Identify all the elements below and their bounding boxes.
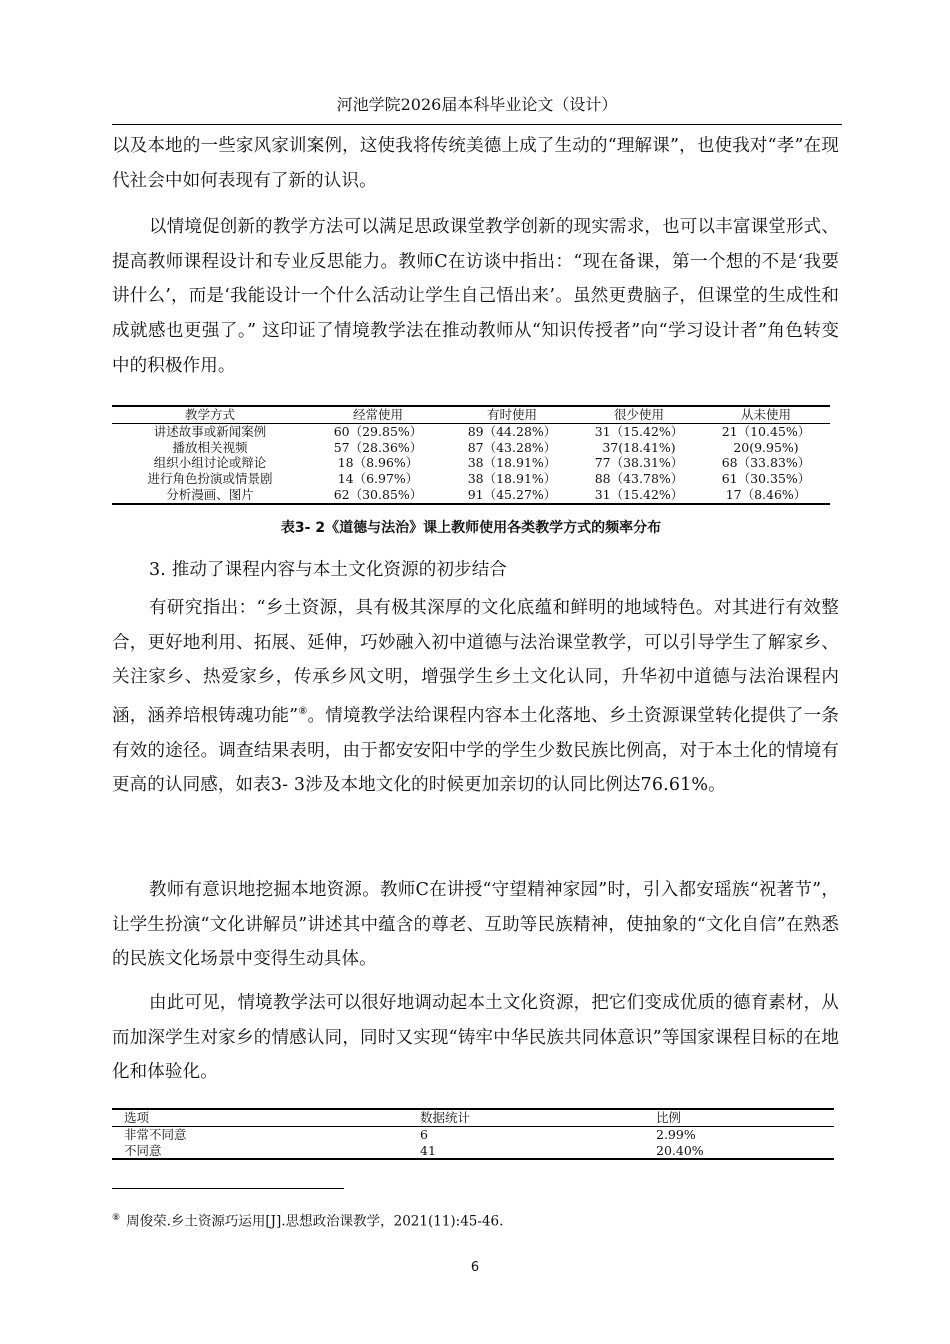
table-caption: 表3- 2《道德与法治》课上教师使用各类教学方式的频率分布	[280, 520, 662, 536]
table-cell: 88（43.78%）	[594, 471, 684, 487]
table-cell: 20.40%	[656, 1142, 704, 1158]
running-header: 河池学院2026届本科毕业论文（设计）	[336, 95, 618, 114]
table-cell: 41	[420, 1142, 436, 1158]
table-cell: 61（30.35%）	[721, 471, 811, 487]
table-cell: 播放相关视频	[172, 439, 248, 455]
table-row	[112, 1143, 834, 1160]
paragraph-text: 。情境教学法给课程内容本土化落地、乡土资源课堂转化提供了一条有效的途径。调查结果表明，由于都安安阳中学的学生少数民族比例高，对于本土化的情境有更高的认同感，如表3- 3涉及本地文化的时候更加亲切的认同比例达76.61%。	[112, 705, 839, 796]
page-number: 6	[470, 1260, 480, 1275]
paragraph-family-traditions: 以及本地的一些家风家训案例，这使我将传统美德上成了生动的“理解课”，也使我对“孝”在现代社会中如何表现有了新的认识。	[112, 136, 839, 191]
table-cell: 17（8.46%）	[725, 486, 807, 502]
table-cell: 14（6.97%）	[337, 471, 419, 487]
paragraph-teaching-innovation: 以情境促创新的教学方法可以满足思政课堂教学创新的现实需求，也可以丰富课堂形式、提高教师课程设计和专业反思能力。教师C在访谈中指出：“现在备课，第一个想的不是‘我要讲什么’，而是‘我能设计一个什么活动让学生自己悟出来’。虽然更费脑子，但课堂的生成性和成就感也更强了。” 这印证了情境教学法在推动教师从“知识传授者”向“学习设计者”角色转变中的积极作用。	[112, 217, 839, 376]
column-header: 从未使用	[702, 406, 830, 423]
table-header-row	[112, 1109, 834, 1126]
table-cell: 进行角色扮演或情景剧	[147, 471, 273, 487]
table-row	[112, 487, 830, 504]
table-cell: 57（28.36%）	[333, 439, 423, 455]
table-row	[112, 440, 830, 456]
table-cell: 讲述故事或新闻案例	[153, 423, 267, 439]
table-cell: 37(18.41%)	[602, 439, 676, 455]
column-header: 选项	[112, 1109, 420, 1126]
table-cell: 38（18.91%）	[467, 471, 557, 487]
table-cell: 62（30.85%）	[333, 486, 423, 502]
table-cell: 31（15.42%）	[594, 486, 684, 502]
table-cell: 6	[420, 1126, 428, 1142]
agreement-table	[112, 1108, 834, 1160]
table-cell: 91（45.27%）	[467, 486, 557, 502]
table-cell: 31（15.42%）	[594, 423, 684, 439]
table-cell: 87（43.28%）	[467, 439, 557, 455]
column-header: 有时使用	[448, 406, 576, 423]
footnote-reference: ⑧	[298, 706, 308, 718]
footnote-text: 周俊荣.乡土资源巧运用[J].思想政治课教学，2021(11):45-46.	[126, 1213, 504, 1230]
column-header: 很少使用	[576, 406, 702, 423]
table-cell: 38（18.91%）	[467, 455, 557, 471]
table-cell: 18（8.96%）	[337, 455, 419, 471]
paragraph-text: 有研究指出：“乡土资源，具有极其深厚的文化底蕴和鲜明的地域特色。对其进行有效整合，更好地利用、拓展、延伸，巧妙融入初中道德与法治课堂教学，可以引导学生了解家乡、关注家乡、热爱家乡，传承乡风文明，增强学生乡土文化认同，升华初中道德与法治课程内涵，涵养培根铸魂功能”	[112, 598, 839, 726]
table-cell: 60（29.85%）	[333, 423, 423, 439]
table-cell: 77（38.31%）	[594, 455, 684, 471]
table-cell: 非常不同意	[124, 1126, 187, 1142]
column-header: 数据统计	[420, 1109, 656, 1126]
table-cell: 68（33.83%）	[721, 455, 811, 471]
footnote	[112, 1208, 503, 1232]
table-row	[112, 455, 830, 471]
table-cell: 2.99%	[656, 1126, 696, 1142]
table-cell: 20(9.95%)	[733, 439, 799, 455]
table-row	[112, 423, 830, 439]
footnote-separator	[112, 1188, 344, 1189]
paragraph-teacher-example: 教师有意识地挖掘本地资源。教师C在讲授“守望精神家园”时，引入都安瑶族“祝著节”，让学生扮演“文化讲解员”讲述其中蕴含的尊老、互助等民族精神，使抽象的“文化自信”在熟悉的民族文化场景中变得生动具体。	[112, 880, 839, 970]
paragraph-conclusion: 由此可见，情境教学法可以很好地调动起本土文化资源，把它们变成优质的德育素材，从而加深学生对家乡的情感认同，同时又实现“铸牢中华民族共同体意识”等国家课程目标的在地化和体验化。	[112, 993, 839, 1083]
teaching-methods-table	[112, 405, 830, 505]
table-cell: 不同意	[124, 1142, 162, 1158]
table-cell: 21（10.45%）	[721, 423, 811, 439]
column-header: 经常使用	[308, 406, 448, 423]
table-header-row	[112, 406, 830, 423]
table-row	[112, 471, 830, 487]
table-row	[112, 1126, 834, 1142]
paragraph-local-resources	[112, 591, 839, 803]
footnote-mark: ⑧	[112, 1213, 121, 1223]
table-cell: 组织小组讨论或辩论	[153, 455, 267, 471]
table-cell: 分析漫画、图片	[166, 486, 254, 502]
column-header: 教学方式	[112, 406, 308, 423]
table-cell: 89（44.28%）	[467, 423, 557, 439]
column-header: 比例	[656, 1109, 834, 1126]
section-heading: 3. 推动了课程内容与本土文化资源的初步结合	[149, 560, 508, 580]
header-rule	[112, 124, 842, 125]
